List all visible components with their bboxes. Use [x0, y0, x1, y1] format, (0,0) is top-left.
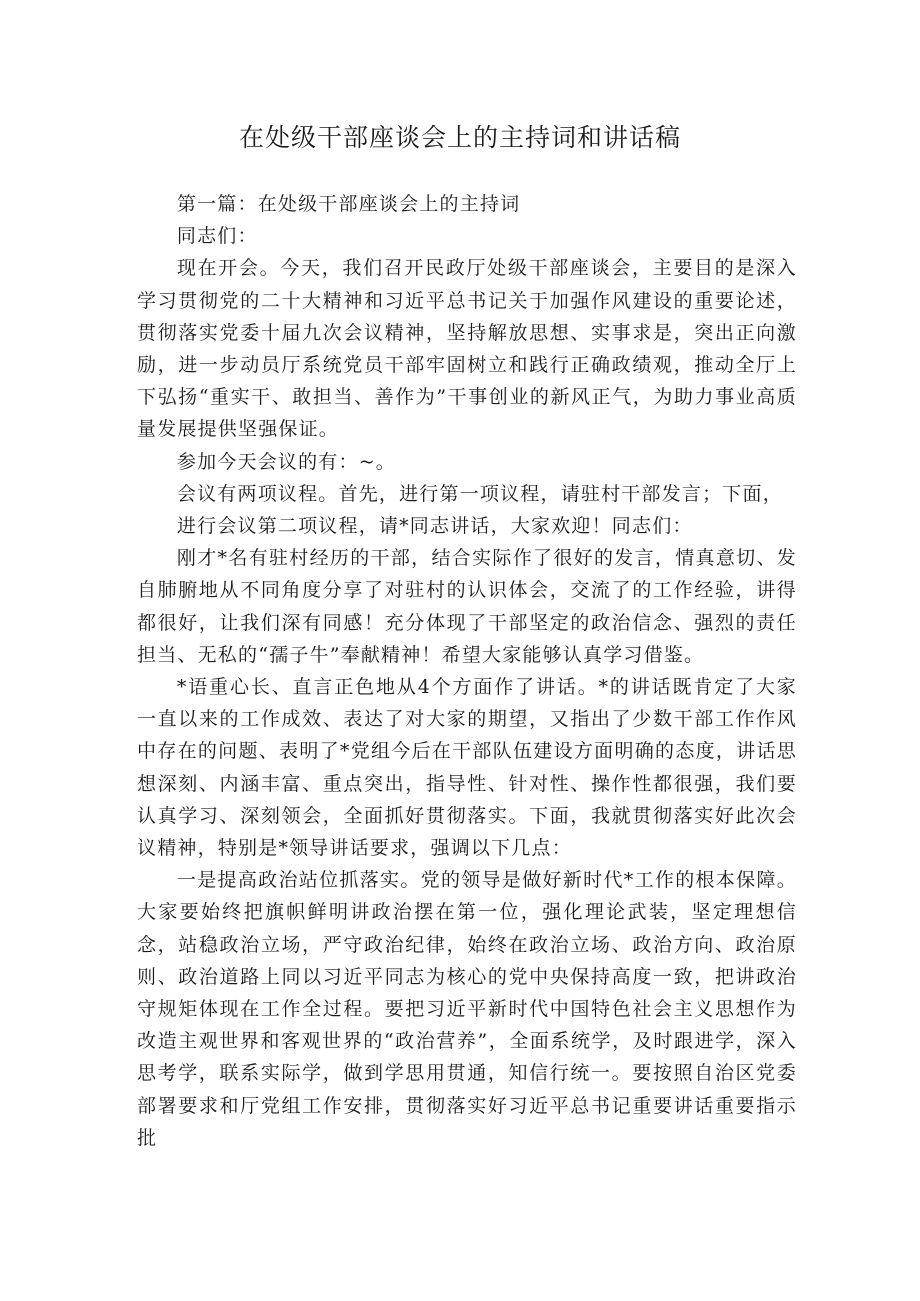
paragraph: 一是提高政治站位抓落实。党的领导是做好新时代*工作的根本保障。大家要始终把旗帜鲜明讲政治摆在第一位，强化理论武装，坚定理想信念，站稳政治立场，严守政治纪律，始终在政治立场、政治方向、政治原则、政治道路上同以习近平同志为核心的党中央保持高度一致，把讲政治守规矩体现在工作全过程。要把习近平新时代中国特色社会主义思想作为改造主观世界和客观世界的“政治营养”，全面系统学，及时跟进学，深入思考学，联系实际学，做到学思用贯通，知信行统一。要按照自治区党委部署要求和厅党组工作安排，贯彻落实好习近平总书记重要讲话重要指示批 [137, 869, 797, 1149]
paragraph: 进行会议第二项议程，请*同志讲话，大家欢迎！同志们： [176, 515, 693, 538]
paragraph: 刚才*名有驻村经历的干部，结合实际作了很好的发言，情真意切、发自肺腑地从不同角度分享了对驻村的认识体会，交流了的工作经验，讲得都很好，让我们深有同感！充分体现了干部坚定的政治信念、强烈的责任担当、无私的“孺子牛”奉献精神！希望大家能够认真学习借鉴。 [137, 547, 797, 666]
paragraph: *语重心长、直言正色地从4个方面作了讲话。*的讲话既肯定了大家一直以来的工作成效、表达了对大家的期望，又指出了少数干部工作作风中存在的问题、表明了*党组今后在干部队伍建设方面明确的态度，讲话思想深刻、内涵丰富、重点突出，指导性、针对性、操作性都很强，我们要认真学习、深刻领会，全面抓好贯彻落实。下面，我就贯彻落实好此次会议精神，特别是*领导讲话要求，强调以下几点： [137, 676, 797, 860]
document-body [137, 188, 797, 1154]
paragraph-section-heading: 第一篇：在处级干部座谈会上的主持词 [176, 193, 521, 215]
paragraph-salutation: 同志们： [176, 225, 258, 248]
paragraph: 现在开会。今天，我们召开民政厅处级干部座谈会，主要目的是深入学习贯彻党的二十大精神和习近平总书记关于加强作风建设的重要论述，贯彻落实党委十届九次会议精神，坚持解放思想、实事求是，突出正向激励，进一步动员厅系统党员干部牢固树立和践行正确政绩观，推动全厅上下弘扬“重实干、敢担当、善作为”干事创业的新风正气，为助力事业高质量发展提供坚强保证。 [137, 257, 797, 441]
paragraph: 参加今天会议的有：~。 [176, 450, 397, 473]
document-title: 在处级干部座谈会上的主持词和讲话稿 [238, 123, 681, 152]
paragraph: 会议有两项议程。首先，进行第一项议程，请驻村干部发言；下面， [176, 482, 783, 505]
